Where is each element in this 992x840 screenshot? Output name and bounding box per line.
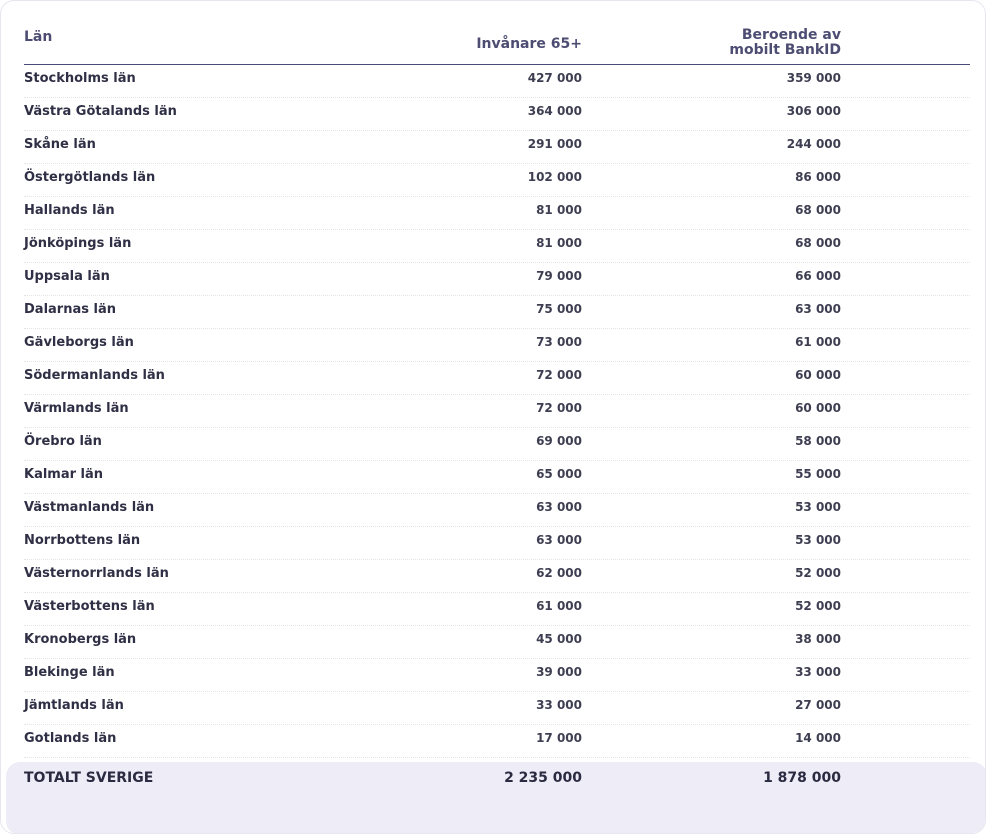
row-beroende: 33 000 xyxy=(795,665,841,679)
row-lan: Värmlands län xyxy=(24,401,129,416)
row-lan: Västmanlands län xyxy=(24,500,155,515)
column-header-beroende xyxy=(681,28,841,58)
table-row xyxy=(24,230,970,263)
table-row xyxy=(24,692,970,725)
row-beroende: 58 000 xyxy=(795,434,841,448)
row-beroende: 53 000 xyxy=(795,533,841,547)
table-row xyxy=(24,725,970,758)
row-invanare: 72 000 xyxy=(536,368,582,382)
row-invanare: 45 000 xyxy=(536,632,582,646)
row-invanare: 79 000 xyxy=(536,269,582,283)
table-row xyxy=(24,98,970,131)
row-beroende: 55 000 xyxy=(795,467,841,481)
row-invanare: 65 000 xyxy=(536,467,582,481)
row-lan: Västernorrlands län xyxy=(24,566,169,581)
column-header-beroende-line1: Beroende av xyxy=(741,27,841,43)
row-beroende: 86 000 xyxy=(795,170,841,184)
row-invanare: 81 000 xyxy=(536,236,582,250)
row-lan: Jämtlands län xyxy=(24,698,124,713)
table-row xyxy=(24,527,970,560)
row-lan: Skåne län xyxy=(24,137,96,152)
total-invanare: 2 235 000 xyxy=(504,770,582,786)
row-invanare: 69 000 xyxy=(536,434,582,448)
row-invanare: 63 000 xyxy=(536,500,582,514)
table-row xyxy=(24,395,970,428)
table-header xyxy=(24,1,970,65)
row-invanare: 17 000 xyxy=(536,731,582,745)
row-beroende: 38 000 xyxy=(795,632,841,646)
table-row xyxy=(24,131,970,164)
row-lan: Norrbottens län xyxy=(24,533,141,548)
row-beroende: 68 000 xyxy=(795,203,841,217)
row-lan: Gotlands län xyxy=(24,731,117,746)
column-header-beroende-line2: mobilt BankID xyxy=(729,42,841,58)
row-invanare: 72 000 xyxy=(536,401,582,415)
row-beroende: 66 000 xyxy=(795,269,841,283)
row-invanare: 291 000 xyxy=(527,137,582,151)
row-beroende: 60 000 xyxy=(795,368,841,382)
row-beroende: 52 000 xyxy=(795,599,841,613)
row-invanare: 102 000 xyxy=(527,170,582,184)
row-lan: Jönköpings län xyxy=(24,236,132,251)
row-invanare: 39 000 xyxy=(536,665,582,679)
table-row xyxy=(24,65,970,98)
table-row xyxy=(24,659,970,692)
row-beroende: 61 000 xyxy=(795,335,841,349)
row-lan: Stockholms län xyxy=(24,71,136,86)
row-lan: Västra Götalands län xyxy=(24,104,177,119)
table-row xyxy=(24,362,970,395)
row-invanare: 61 000 xyxy=(536,599,582,613)
row-lan: Kronobergs län xyxy=(24,632,137,647)
row-lan: Örebro län xyxy=(24,434,102,449)
row-invanare: 73 000 xyxy=(536,335,582,349)
row-lan: Blekinge län xyxy=(24,665,115,680)
table-row xyxy=(24,593,970,626)
row-lan: Östergötlands län xyxy=(24,170,156,185)
row-beroende: 68 000 xyxy=(795,236,841,250)
row-invanare: 62 000 xyxy=(536,566,582,580)
row-beroende: 60 000 xyxy=(795,401,841,415)
table-row xyxy=(24,494,970,527)
table-row xyxy=(24,461,970,494)
row-invanare: 33 000 xyxy=(536,698,582,712)
row-lan: Uppsala län xyxy=(24,269,110,284)
row-beroende: 63 000 xyxy=(795,302,841,316)
row-lan: Västerbottens län xyxy=(24,599,155,614)
table-row xyxy=(24,560,970,593)
row-lan: Hallands län xyxy=(24,203,115,218)
total-row xyxy=(6,762,986,834)
row-invanare: 75 000 xyxy=(536,302,582,316)
row-beroende: 244 000 xyxy=(786,137,841,151)
row-invanare: 364 000 xyxy=(527,104,582,118)
table-body xyxy=(24,65,970,758)
row-lan: Dalarnas län xyxy=(24,302,116,317)
row-beroende: 14 000 xyxy=(795,731,841,745)
table-row xyxy=(24,197,970,230)
row-lan: Kalmar län xyxy=(24,467,104,482)
row-beroende: 359 000 xyxy=(786,71,841,85)
row-beroende: 52 000 xyxy=(795,566,841,580)
row-lan: Södermanlands län xyxy=(24,368,165,383)
total-beroende: 1 878 000 xyxy=(763,770,841,786)
column-header-lan: Län xyxy=(24,29,53,45)
row-invanare: 81 000 xyxy=(536,203,582,217)
table-row xyxy=(24,428,970,461)
table-row xyxy=(24,164,970,197)
table-row xyxy=(24,296,970,329)
row-invanare: 427 000 xyxy=(527,71,582,85)
row-beroende: 27 000 xyxy=(795,698,841,712)
table-row xyxy=(24,329,970,362)
table-row xyxy=(24,626,970,659)
row-lan: Gävleborgs län xyxy=(24,335,134,350)
table-row xyxy=(24,263,970,296)
total-lan: TOTALT SVERIGE xyxy=(24,770,154,786)
row-invanare: 63 000 xyxy=(536,533,582,547)
column-header-invanare: Invånare 65+ xyxy=(476,36,582,52)
row-beroende: 306 000 xyxy=(786,104,841,118)
row-beroende: 53 000 xyxy=(795,500,841,514)
